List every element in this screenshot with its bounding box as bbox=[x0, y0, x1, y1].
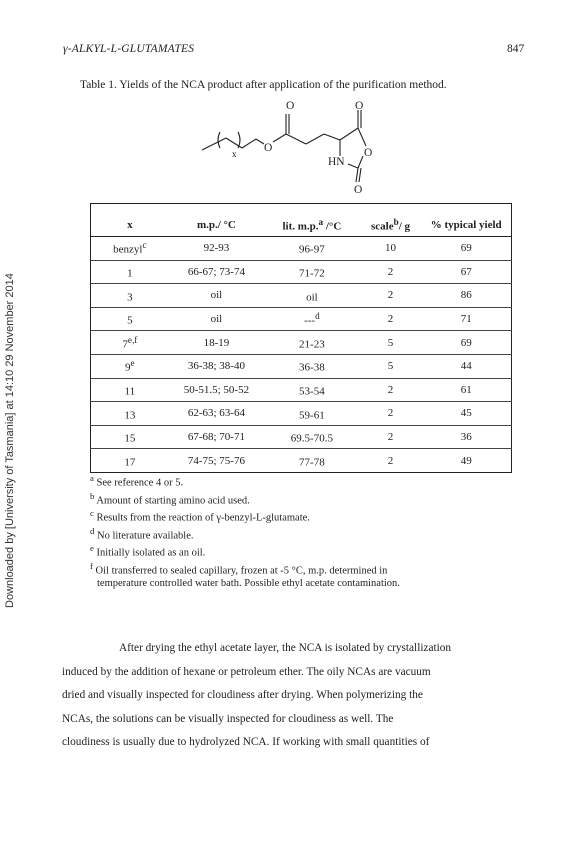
chain-bond-1 bbox=[202, 138, 226, 150]
structure-label-o2: O bbox=[355, 100, 364, 112]
structure-label-o4: O bbox=[364, 147, 373, 159]
chain-bond-3 bbox=[242, 139, 256, 148]
structure-label-x: x bbox=[232, 149, 237, 159]
footnote-d: $^d$ No literature available. bbox=[90, 525, 194, 541]
body-paragraph bbox=[62, 637, 522, 755]
linker-bond-2 bbox=[306, 134, 324, 144]
structure-label-o5: O bbox=[354, 184, 363, 196]
footnote-c: $^c$ Results from the reaction of γ-benzyl-L-glutamate. bbox=[90, 508, 310, 524]
table-row: 1 66-67; 73-74 71-72 2 67 bbox=[91, 260, 512, 284]
ring-bond-2 bbox=[358, 128, 366, 146]
ring-bond-1 bbox=[340, 128, 358, 140]
table-footnotes bbox=[90, 472, 400, 590]
repeat-bracket-left bbox=[218, 132, 220, 148]
table-row: 9e 36-38; 38-40 36-38 5 44 bbox=[91, 354, 512, 378]
header-x: x bbox=[91, 214, 169, 237]
ester-o-bond bbox=[256, 139, 264, 144]
body-line: cloudiness is usually due to hydrolyzed NCA. If working with small quantities of bbox=[62, 736, 430, 748]
linker-bond-1 bbox=[286, 134, 306, 144]
footnote-b: $^b$ Amount of starting amino acid used. bbox=[90, 490, 250, 506]
download-watermark: Downloaded by [University of Tasmania] at 14:10 29 November 2014 bbox=[4, 273, 16, 608]
footnote-f-continued: temperature controlled water bath. Possible ethyl acetate contamination. bbox=[97, 578, 400, 589]
ring-carbonyl-d bbox=[359, 168, 361, 182]
header-mp: m.p./ °C bbox=[169, 214, 264, 237]
nca-structure-diagram bbox=[190, 96, 390, 196]
body-line: induced by the addition of hexane or petroleum ether. The oily NCAs are vacuum bbox=[62, 665, 431, 678]
ring-bond-4 bbox=[348, 164, 358, 168]
table-row: 15 67-68; 70-71 69.5-70.5 2 36 bbox=[91, 425, 512, 449]
structure-label-hn: HN bbox=[328, 156, 345, 168]
table-row: benzyl$^c$ 92-93 96-97 10 69 bbox=[91, 237, 512, 261]
body-line: After drying the ethyl acetate layer, the NCA is isolated by crystallization bbox=[119, 642, 452, 654]
footnote-e: $^e$ Initially isolated as an oil. bbox=[90, 543, 206, 559]
table-caption: Table 1. Yields of the NCA product after application of the purification method. bbox=[80, 79, 447, 91]
running-head: γ-ALKYL-L-GLUTAMATES bbox=[63, 43, 195, 55]
body-line: NCAs, the solutions can be visually inspected for cloudiness as well. The bbox=[62, 712, 394, 725]
table-row: 13 62-63; 63-64 59-61 2 45 bbox=[91, 402, 512, 426]
header-scale: scale$^b$/ g bbox=[360, 214, 422, 237]
header-lit-mp: lit. m.p.$^a$ /°C bbox=[264, 214, 359, 237]
footnote-a: $^a$ See reference 4 or 5. bbox=[90, 473, 184, 489]
table-row: 7$^{e,f}$ 18-19 21-23 5 69 bbox=[91, 331, 512, 355]
table-row: 3 oil oil 2 86 bbox=[91, 284, 512, 308]
header-yield: % typical yield bbox=[421, 214, 511, 237]
ring-carbonyl-c bbox=[356, 168, 358, 182]
body-line: dried and visually inspected for cloudiness after drying. When polymerizing the bbox=[62, 689, 423, 701]
table-row: 17 74-75; 75-76 77-78 2 49 bbox=[91, 449, 512, 473]
structure-label-o1: O bbox=[286, 100, 295, 112]
linker-bond-3 bbox=[324, 134, 340, 140]
structure-label-o3: O bbox=[264, 142, 273, 154]
ester-bond bbox=[273, 134, 286, 142]
ring-bond-3 bbox=[358, 156, 363, 168]
table-row: 5 oil ---$^d$ 2 71 bbox=[91, 307, 512, 331]
yield-table bbox=[90, 203, 512, 473]
page-number: 847 bbox=[507, 43, 525, 55]
table-row: 11 50-51.5; 50-52 53-54 2 61 bbox=[91, 378, 512, 402]
footnote-f: $^f$ Oil transferred to sealed capillary, frozen at -5 °C, m.p. determined in bbox=[90, 560, 388, 576]
